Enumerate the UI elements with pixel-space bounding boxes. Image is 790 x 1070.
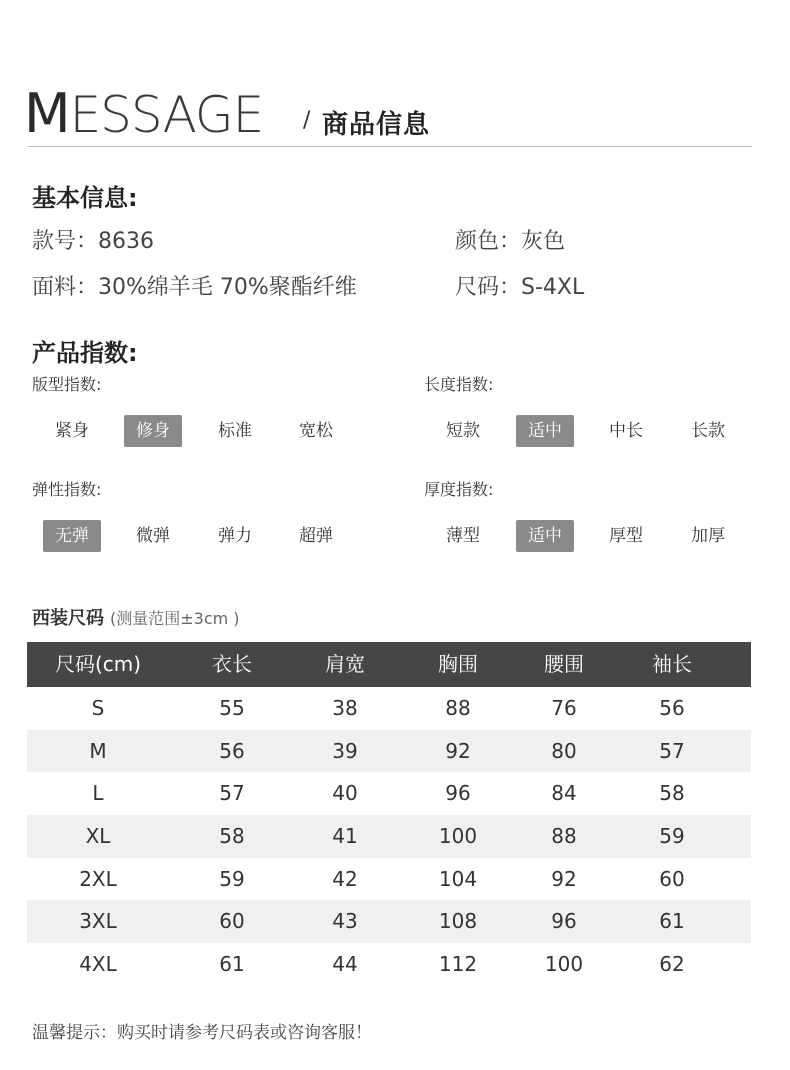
cell-length: 56 (219, 738, 245, 763)
title-initial: M (24, 82, 70, 145)
cell-chest: 108 (438, 909, 478, 934)
cell-shoulder: 40 (332, 781, 358, 806)
cell-chest: 96 (445, 781, 471, 806)
cell-waist: 80 (551, 738, 577, 763)
index-option: 微弹 (136, 526, 170, 546)
cell-length: 58 (219, 824, 245, 849)
index-option: 厚型 (609, 526, 643, 546)
cell-size: M (89, 738, 107, 763)
length-index-label: 长度指数: (424, 375, 494, 394)
cell-chest: 104 (438, 866, 478, 891)
index-option: 超弹 (299, 526, 333, 546)
cell-size: S (91, 696, 105, 720)
header-size: 尺码(cm) (54, 652, 142, 676)
cell-shoulder: 42 (332, 866, 358, 891)
title-rest: ESSAGE (69, 86, 264, 144)
index-option: 修身 (124, 415, 182, 447)
index-option: 弹力 (218, 526, 252, 546)
cell-shoulder: 38 (332, 696, 358, 720)
size-table-body (27, 687, 751, 986)
cell-waist: 100 (544, 952, 584, 977)
cell-sleeve: 62 (659, 952, 685, 977)
header-divider (28, 146, 752, 147)
size-table-note: (测量范围±3cm ) (110, 609, 240, 628)
cell-chest: 100 (438, 824, 478, 849)
index-option: 加厚 (691, 526, 725, 546)
index-option: 中长 (609, 421, 643, 441)
fit-index-label: 版型指数: (32, 375, 102, 394)
tip-text: 温馨提示：购买时请参考尺码表或咨询客服！ (32, 1023, 372, 1043)
index-option: 薄型 (446, 526, 480, 546)
cell-chest: 88 (445, 696, 471, 720)
table-row (27, 900, 751, 943)
cell-size: 2XL (79, 866, 117, 891)
header-length: 衣长 (212, 652, 252, 676)
table-row (27, 772, 751, 815)
table-row (27, 730, 751, 773)
cell-waist: 92 (551, 866, 577, 891)
cell-waist: 88 (551, 824, 577, 849)
cell-shoulder: 39 (332, 738, 358, 763)
cell-sleeve: 61 (659, 909, 685, 934)
cell-length: 59 (219, 866, 245, 891)
index-option: 标准 (218, 421, 252, 441)
cell-shoulder: 43 (332, 909, 358, 934)
cell-shoulder: 44 (332, 952, 358, 977)
cell-length: 57 (219, 781, 245, 806)
thickness-index-options (0, 520, 790, 554)
cell-chest: 112 (438, 952, 478, 977)
size-table-title-text: 西装尺码 (32, 608, 104, 629)
cell-waist: 96 (551, 909, 577, 934)
page-title-en (24, 84, 263, 145)
cell-length: 55 (219, 696, 245, 720)
size-table-header (27, 642, 751, 687)
header-waist: 腰围 (544, 652, 584, 676)
index-option: 短款 (446, 421, 480, 441)
page-title-cn: 商品信息 (322, 110, 431, 140)
index-option: 无弹 (43, 520, 101, 552)
table-row (27, 858, 751, 901)
cell-sleeve: 60 (659, 866, 685, 891)
header-shoulder: 肩宽 (325, 652, 365, 676)
table-row (27, 815, 751, 858)
index-option: 宽松 (299, 421, 333, 441)
product-index-heading: 产品指数: (32, 339, 138, 367)
size-table (27, 642, 751, 986)
thickness-index-label: 厚度指数: (424, 480, 494, 499)
cell-length: 60 (219, 909, 245, 934)
cell-size: 4XL (79, 952, 117, 977)
table-row (27, 687, 751, 730)
style-number: 款号：8636 (32, 229, 154, 254)
cell-waist: 84 (551, 781, 577, 806)
index-option: 适中 (516, 520, 574, 552)
cell-size: XL (85, 824, 111, 849)
cell-sleeve: 58 (659, 781, 685, 806)
title-separator: / (303, 108, 311, 133)
index-option: 长款 (691, 421, 725, 441)
cell-size: L (92, 781, 104, 806)
cell-size: 3XL (79, 909, 117, 934)
size-table-title (32, 604, 240, 630)
table-row (27, 943, 751, 986)
color-info: 颜色：灰色 (455, 229, 566, 254)
basic-info-heading: 基本信息: (32, 184, 138, 212)
index-option: 紧身 (55, 421, 89, 441)
cell-length: 61 (219, 952, 245, 977)
fabric-info: 面料：30%绵羊毛 70%聚酯纤维 (32, 275, 357, 300)
header-chest: 胸围 (438, 652, 478, 676)
cell-waist: 76 (551, 696, 577, 720)
cell-sleeve: 57 (659, 738, 685, 763)
elasticity-index-label: 弹性指数: (32, 480, 102, 499)
cell-sleeve: 56 (659, 696, 685, 720)
length-index-options (0, 415, 790, 449)
cell-chest: 92 (445, 738, 471, 763)
index-option: 适中 (516, 415, 574, 447)
cell-shoulder: 41 (332, 824, 358, 849)
header-sleeve: 袖长 (652, 652, 692, 676)
cell-sleeve: 59 (659, 824, 685, 849)
size-range-info: 尺码：S-4XL (455, 275, 585, 300)
